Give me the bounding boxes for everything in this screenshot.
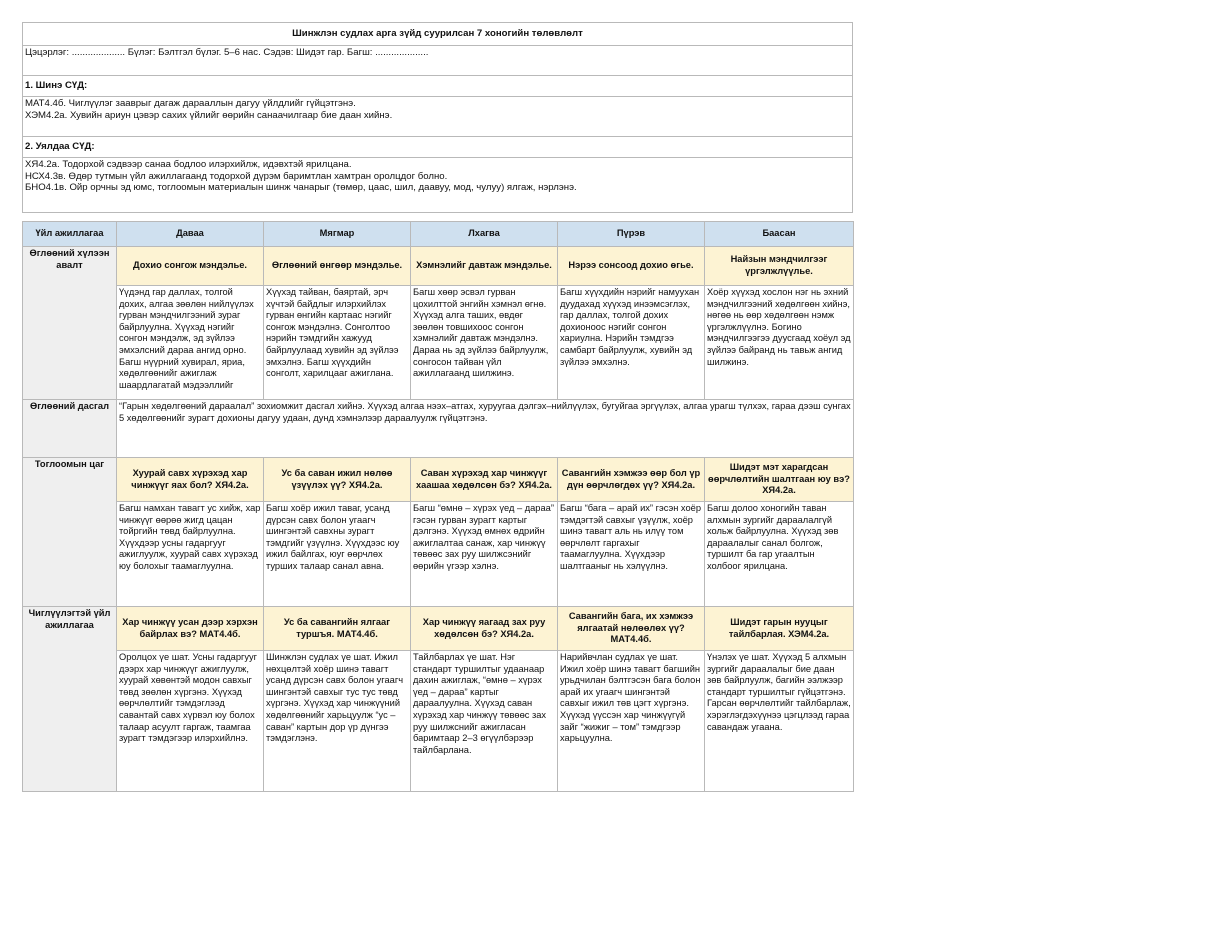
day-header: Пүрэв — [558, 222, 705, 247]
topic-cell: Савангийн хэмжээ өөр бол үр дүн өөрчлөгдөх үү? ХЯ4.2а. — [558, 458, 705, 502]
table-row — [23, 400, 854, 458]
table-row — [23, 458, 854, 502]
topic-cell: Шидэт гарын нууцыг тайлбарлая. ХЭМ4.2а. — [705, 607, 854, 651]
topic-cell: Саван хүрэхэд хар чинжүүг хаашаа хөдөлсөн бэ? ХЯ4.2а. — [411, 458, 558, 502]
topic-cell: Нэрээ сонсоод дохио өгье. — [558, 247, 705, 286]
detail-cell: Шинжлэн судлах үе шат. Ижил нөхцөлтэй хоёр шинэ тавагт усанд дүрсэн савх болон угаагч шингэнтэй савхыг тус тус төвд хүргэнэ. Хүүхэд хар чинжүүний хөдөлгөөнийг харьцуулж “ус – саван” картын дор үр дүнгээ тэмдэглэнэ. — [264, 651, 411, 792]
detail-cell: Багш “бага – арай их” гэсэн хоёр тэмдэгтэй савхыг үзүүлж, хоёр шинэ тавагт аль нь илүү том өөрчлөлт гаргахыг таамаглуулна. Хүүхдээр шалтгааныг нь хэлүүлнэ. — [558, 502, 705, 607]
section1-text: МАТ4.4б. Чиглүүлэг зааврыг дагаж дарааллын дагуу үйлдлийг гүйцэтгэнэ. ХЭМ4.2а. Хувийн ариун цэвэр сахих үйлийг өөрийн санаачилгаар бие даан хийнэ. — [23, 97, 853, 137]
topic-cell: Дохио сонгож мэндэлье. — [117, 247, 264, 286]
schedule-table — [22, 221, 854, 792]
day-header: Баасан — [705, 222, 854, 247]
topic-cell: Ус ба савангийн ялгааг туршъя. МАТ4.4б. — [264, 607, 411, 651]
detail-cell: Багш долоо хоногийн таван алхмын зургийг дараалалгүй хольж байрлуулна. Хүүхэд зөв дараалалыг санал болгож, туршилт ба гар угаалтын холбоог ярилцана. — [705, 502, 854, 607]
header-table — [22, 22, 853, 213]
topic-cell: Хар чинжүү яагаад зах руу хөдөлсөн бэ? ХЯ4.2а. — [411, 607, 558, 651]
exercise-cell: “Гарын хөдөлгөөний дараалал” зохиомжит дасгал хийнэ. Хүүхэд алгаа нээх–атгах, хуруугаа дэлгэх–нийлүүлэх, бугуйгаа эргүүлэх, алгаа урагш түлхэх, гараа дээш сунгах 5 хөдөлгөөнийг зурагт дохионы дагуу удаан, дунд хэмнэлээр дараалуулж гүйцэтгэнэ. — [117, 400, 854, 458]
detail-cell: Үүдэнд гар даллах, толгой дохих, алгаа зөөлөн нийлүүлэх гурван мэндчилгээний зураг байрлуулна. Хүүхэд нэгийг сонгон мэндэлж, эд зүйлээ эмхэлсний дараа ангид орно. Багш нүүрний хувирал, яриа, хөдөлгөөнийг ажиглаж шаардлагатай мэдээллийг — [117, 286, 264, 400]
day-header: Даваа — [117, 222, 264, 247]
detail-cell: Оролцох үе шат. Усны гадаргууг дээрх хар чинжүүг ажиглуулж, хуурай хөвөнтэй модон савхыг төвд зөөлөн хүргэнэ. Хүүхэд өөрчлөлтийг тэмдэглээд савантай савх хүрвэл юу болох талаар асуулт гаргаж, таамгаа зурагт тэмдэгээр илэрхийлнэ. — [117, 651, 264, 792]
topic-cell: Хэмнэлийг давтаж мэндэлье. — [411, 247, 558, 286]
table-row — [23, 607, 854, 651]
topic-cell: Ус ба саван ижил нөлөө үзүүлэх үү? ХЯ4.2а. — [264, 458, 411, 502]
row-label-guided: Чиглүүлэгтэй үйл ажиллагаа — [23, 607, 117, 792]
detail-cell: Үнэлэх үе шат. Хүүхэд 5 алхмын зургийг дараалалыг бие даан зөв байрлуулж, багийн ээлжээр стандарт туршилтыг гүйцэтгэнэ. Гарсан өөрчлөлтийг тайлбарлаж, хэрэглэгдэхүүнээ цэгцлээд гараа савандаж угаана. — [705, 651, 854, 792]
detail-cell: Багш хүүхдийн нэрийг намуухан дуудахад хүүхэд инээмсэглэх, гар даллах, толгой дохих дохионоос нэгийг сонгон хариулна. Нэрийн тэмдгээ самбарт байрлуулж, хувийн эд зүйлээ эмхэлнэ. — [558, 286, 705, 400]
page-title: Шинжлэн судлах арга зүйд суурилсан 7 хоногийн төлөвлөлт — [23, 23, 853, 46]
table-row — [23, 651, 854, 792]
day-header-row — [23, 222, 854, 247]
topic-cell: Хар чинжүү усан дээр хэрхэн байрлах вэ? МАТ4.4б. — [117, 607, 264, 651]
detail-cell: Тайлбарлах үе шат. Нэг стандарт туршилтыг удаанаар дахин ажиглаж, “өмнө – хүрэх үед – дараа” картыг дараалуулна. Хүүхэд саван хүрэхэд хар чинжүү төвөөс зах руу шилжснийг ажигласан баримтаар 2–3 өгүүлбэрээр тайлбарлана. — [411, 651, 558, 792]
topic-cell: Найзын мэндчилгээг үргэлжлүүлье. — [705, 247, 854, 286]
table-row — [23, 286, 854, 400]
topic-cell: Савангийн бага, их хэмжээ ялгаатай нөлөөлөх үү? МАТ4.4б. — [558, 607, 705, 651]
worksheet — [22, 22, 853, 792]
table-row — [23, 247, 854, 286]
corner-header: Үйл ажиллагаа — [23, 222, 117, 247]
row-label-play: Тоглоомын цаг — [23, 458, 117, 607]
detail-cell: Багш хөөр эсвэл гурван цохилттой энгийн хэмнэл өгнө. Хүүхэд алга таших, өвдөг зөөлөн товшихоос сонгон хэмнэлийг давтаж мэндэлнэ. Дараа нь эд зүйлээ байрлуулж, сонгосон тайван үйл ажиллагаанд шилжинэ. — [411, 286, 558, 400]
topic-cell: Шидэт мэт харагдсан өөрчлөлтийн шалтгаан юу вэ? ХЯ4.2а. — [705, 458, 854, 502]
detail-cell: Нарийвчлан судлах үе шат. Ижил хоёр шинэ тавагт багшийн урьдчилан бэлтгэсэн бага болон арай их угаагч шингэнтэй савхыг ижил төв цэгт хүргэнэ. Хүүхэд үүссэн хар чинжүүгүй зайг “жижиг – том” тэмдгээр харьцуулна. — [558, 651, 705, 792]
row-label-greeting: Өглөөний хүлээн авалт — [23, 247, 117, 400]
info-line: Цэцэрлэг: .................... Бүлэг: Бэлтгэл бүлэг. 5–6 нас. Сэдэв: Шидэт гар. Багш: .................... — [23, 46, 853, 76]
day-header: Мягмар — [264, 222, 411, 247]
topic-cell: Хуурай савх хүрэхэд хар чинжүүг яах бол? ХЯ4.2а. — [117, 458, 264, 502]
detail-cell: Багш “өмнө – хүрэх үед – дараа” гэсэн гурван зурагт картыг дэлгэнэ. Хүүхэд өмнөх өдрийн ажиглалтаа санаж, хар чинжүү төвөөс зах руу шилжсэнийг өөрийн үгээр хэлнэ. — [411, 502, 558, 607]
day-header: Лхагва — [411, 222, 558, 247]
table-row — [23, 502, 854, 607]
detail-cell: Багш намхан тавагт ус хийж, хар чинжүүг өөрөө жигд цацан тойргийн төвд байрлуулна. Хүүхдээр усны гадаргууг ажиглуулж, хуурай савх хүрэхэд юу болохыг таамаглуулна. — [117, 502, 264, 607]
section1-title: 1. Шинэ СҮД: — [23, 76, 853, 97]
detail-cell: Багш хоёр ижил таваг, усанд дүрсэн савх болон угаагч шингэнтэй савхны зурагт тэмдгийг үзүүлнэ. Хүүхдээс юу ижил байлгах, юуг өөрчлөх турших талаар санал авна. — [264, 502, 411, 607]
section2-text: ХЯ4.2а. Тодорхой сэдвээр санаа бодлоо илэрхийлж, идэвхтэй ярилцана. НСХ4.3в. Өдөр тутмын үйл ажиллагаанд тодорхой дүрэм баримтлан хамтран оролцдог болно. БНО4.1в. Ойр орчны эд юмс, тоглоомын материалын шинж чанарыг (төмөр, цаас, шил, даавуу, мод, чулуу) ялгаж, нэрлэнэ. — [23, 158, 853, 213]
detail-cell: Хоёр хүүхэд хослон нэг нь эхний мэндчилгээний хөдөлгөөн хийнэ, нөгөө нь өөр хөдөлгөөн нэмж үргэлжлүүлнэ. Богино мэндчилгээгээ дуусгаад хоёул эд зүйлээ байранд нь тавьж ангид шилжинэ. — [705, 286, 854, 400]
section2-title: 2. Уялдаа СҮД: — [23, 137, 853, 158]
topic-cell: Өглөөний өнгөөр мэндэлье. — [264, 247, 411, 286]
detail-cell: Хүүхэд тайван, баяртай, эрч хүчтэй байдлыг илэрхийлэх гурван өнгийн картаас нэгийг сонгож мэндэлнэ. Сонголтоо нэрийн тэмдгийн хажууд байрлуулаад хувийн эд зүйлээ эмхэлнэ. Багш хүүхдийн сонголт, харилцааг ажиглана. — [264, 286, 411, 400]
row-label-exercise: Өглөөний дасгал — [23, 400, 117, 458]
